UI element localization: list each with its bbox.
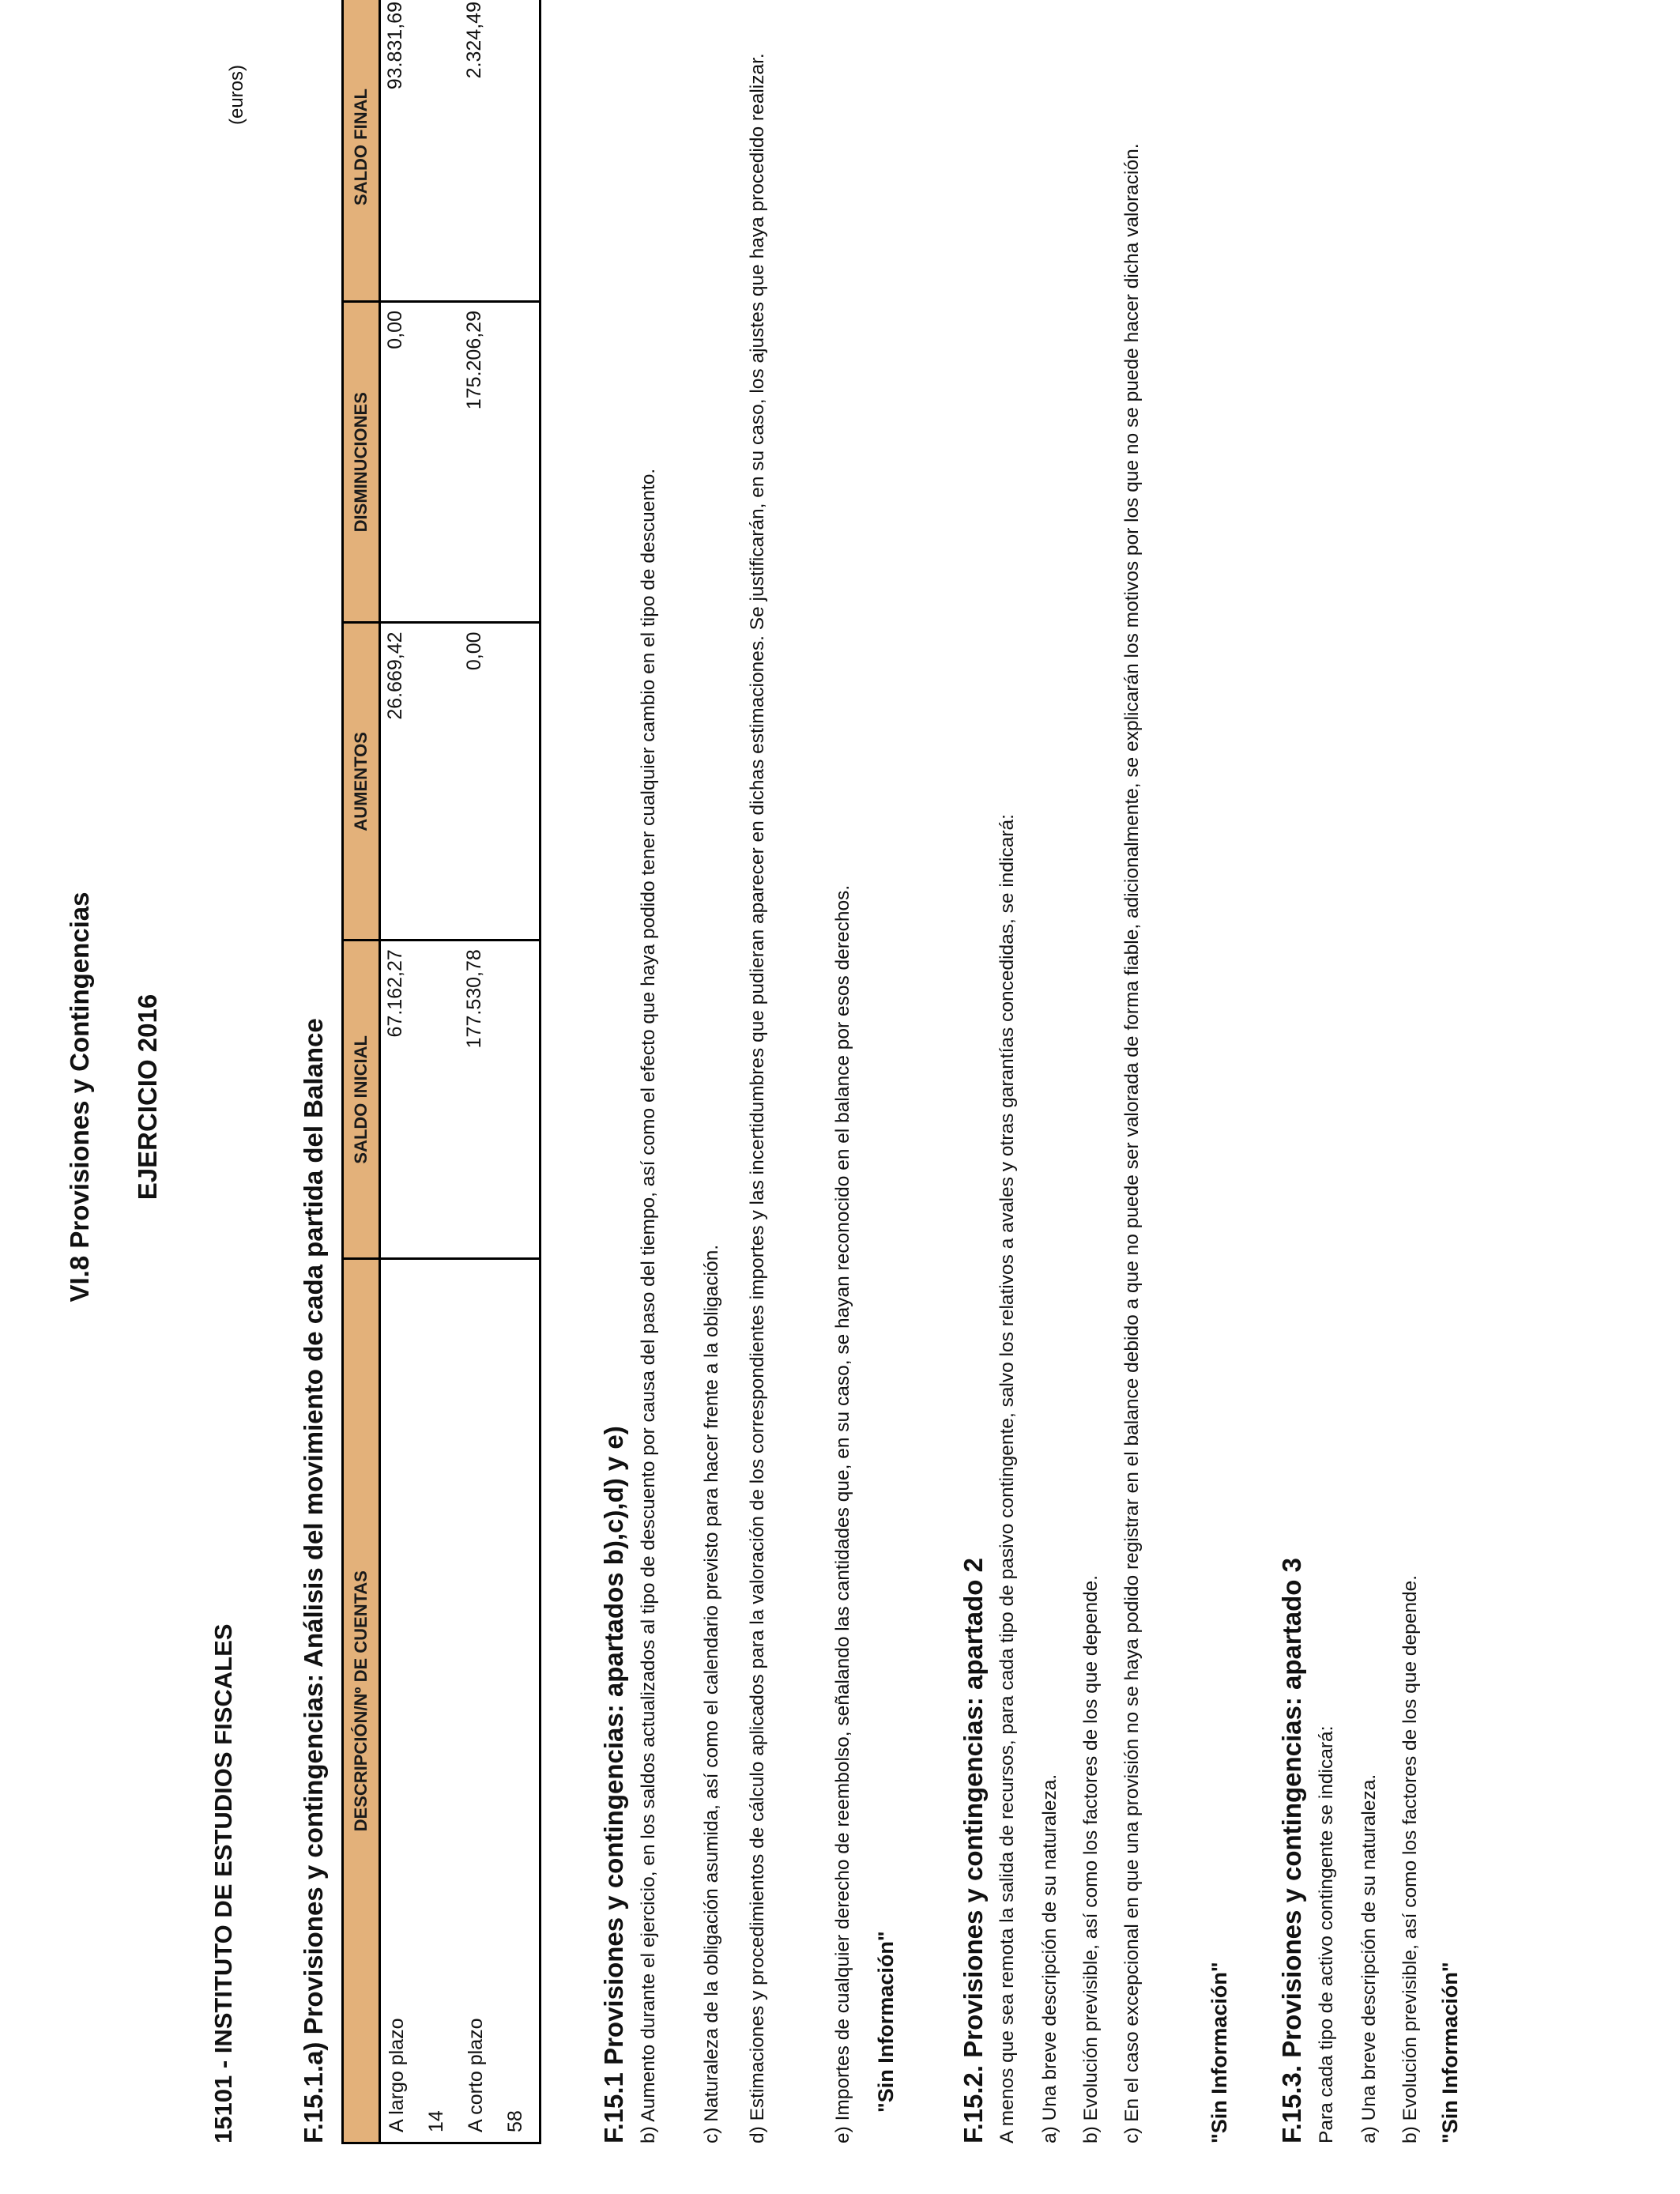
aumentos-cell: 0,00 <box>460 623 541 941</box>
disminuciones-cell: 175.206,29 <box>460 302 541 623</box>
aumentos-cell: 26.669,42 <box>380 623 461 941</box>
row-account-number: 14 <box>425 2110 447 2132</box>
column-header: DISMINUCIONES <box>343 302 380 623</box>
row-description <box>460 1259 541 2143</box>
f152-sin-informacion: "Sin Información" <box>1207 1962 1231 2143</box>
f153-item-a: a) Una breve descripción de su naturaleza. <box>1358 1774 1380 2143</box>
row-account-number: 58 <box>504 2110 526 2132</box>
column-header: SALDO INICIAL <box>343 941 380 1259</box>
section-f152-title: F.15.2. Provisiones y contingencias: apartado 2 <box>959 1558 988 2143</box>
saldo-final-cell: 2.324,49 <box>460 0 541 302</box>
f152-intro: A menos que sea remota la salida de recursos, para cada tipo de pasivo contingente, salvo los relativos a avales y otras garantías concedidas, se indicará: <box>996 814 1018 2143</box>
movement-table <box>341 0 541 2144</box>
table-header-row <box>343 0 380 2143</box>
f153-sin-informacion: "Sin Información" <box>1438 1962 1462 2143</box>
column-header: DESCRIPCIÓN/Nº DE CUENTAS <box>343 1259 380 2143</box>
ejercicio-title: EJERCICIO 2016 <box>133 993 162 1201</box>
f153-intro: Para cada tipo de activo contingente se indicará: <box>1316 1725 1337 2143</box>
saldo-final-cell: 93.831,69 <box>380 0 461 302</box>
f152-item-b: b) Evolución previsible, así como los factores de los que depende. <box>1080 1574 1102 2143</box>
f152-item-c: c) En el caso excepcional en que una provisión no se haya podido registrar en el balance debido a que no puede ser valorada de forma fiable, adicionalmente, se explicarán los motivos por los que no se puede hacer dicha valoración. <box>1121 143 1143 2143</box>
units-label: (euros) <box>226 64 247 125</box>
table-row <box>460 0 541 2143</box>
f151-paragraph-e: e) Importes de cualquier derecho de reembolso, señalando las cantidades que, en su caso, se hayan reconocido en el balance por esos derechos. <box>832 884 853 2143</box>
f151-paragraph-c: c) Naturaleza de la obligación asumida, así como el calendario previsto para hacer frente a la obligación. <box>701 1244 722 2143</box>
column-header: AUMENTOS <box>343 623 380 941</box>
f151-sin-informacion: "Sin Información" <box>874 1931 898 2113</box>
section-f151-title: F.15.1 Provisiones y contingencias: apartados b),c),d) y e) <box>599 1426 628 2143</box>
f151-paragraph-b: b) Aumento durante el ejercicio, en los saldos actualizados al tipo de descuento por causa del paso del tiempo, así como el efecto que haya podido tener cualquier cambio en el tipo de descuento. <box>638 468 659 2143</box>
row-description <box>380 1259 461 2143</box>
section-f1511-title: F.15.1.a) Provisiones y contingencias: Análisis del movimiento de cada partida del Balance <box>299 1018 328 2143</box>
f151-paragraph-d: d) Estimaciones y procedimientos de cálculo aplicados para la valoración de los correspondientes importes y las incertidumbres que pudieran aparecer en dichas estimaciones. Se justificarán, en su caso, los ajustes que haya procedido realizar. <box>747 53 768 2143</box>
row-desc-text: A largo plazo <box>386 2018 408 2132</box>
row-desc-text: A corto plazo <box>465 2018 487 2132</box>
saldo-inicial-cell: 177.530,78 <box>460 941 541 1259</box>
table-row <box>380 0 461 2143</box>
f153-item-b: b) Evolución previsible, así como los factores de los que depende. <box>1399 1574 1421 2143</box>
saldo-inicial-cell: 67.162,27 <box>380 941 461 1259</box>
entity-name: 15101 - INSTITUTO DE ESTUDIOS FISCALES <box>209 1623 237 2143</box>
column-header: SALDO FINAL <box>343 0 380 302</box>
disminuciones-cell: 0,00 <box>380 302 461 623</box>
page-title: VI.8 Provisiones y Contingencias <box>65 892 94 1302</box>
f152-item-a: a) Una breve descripción de su naturaleza. <box>1039 1774 1060 2143</box>
section-f153-title: F.15.3. Provisiones y contingencias: apartado 3 <box>1277 1558 1306 2143</box>
